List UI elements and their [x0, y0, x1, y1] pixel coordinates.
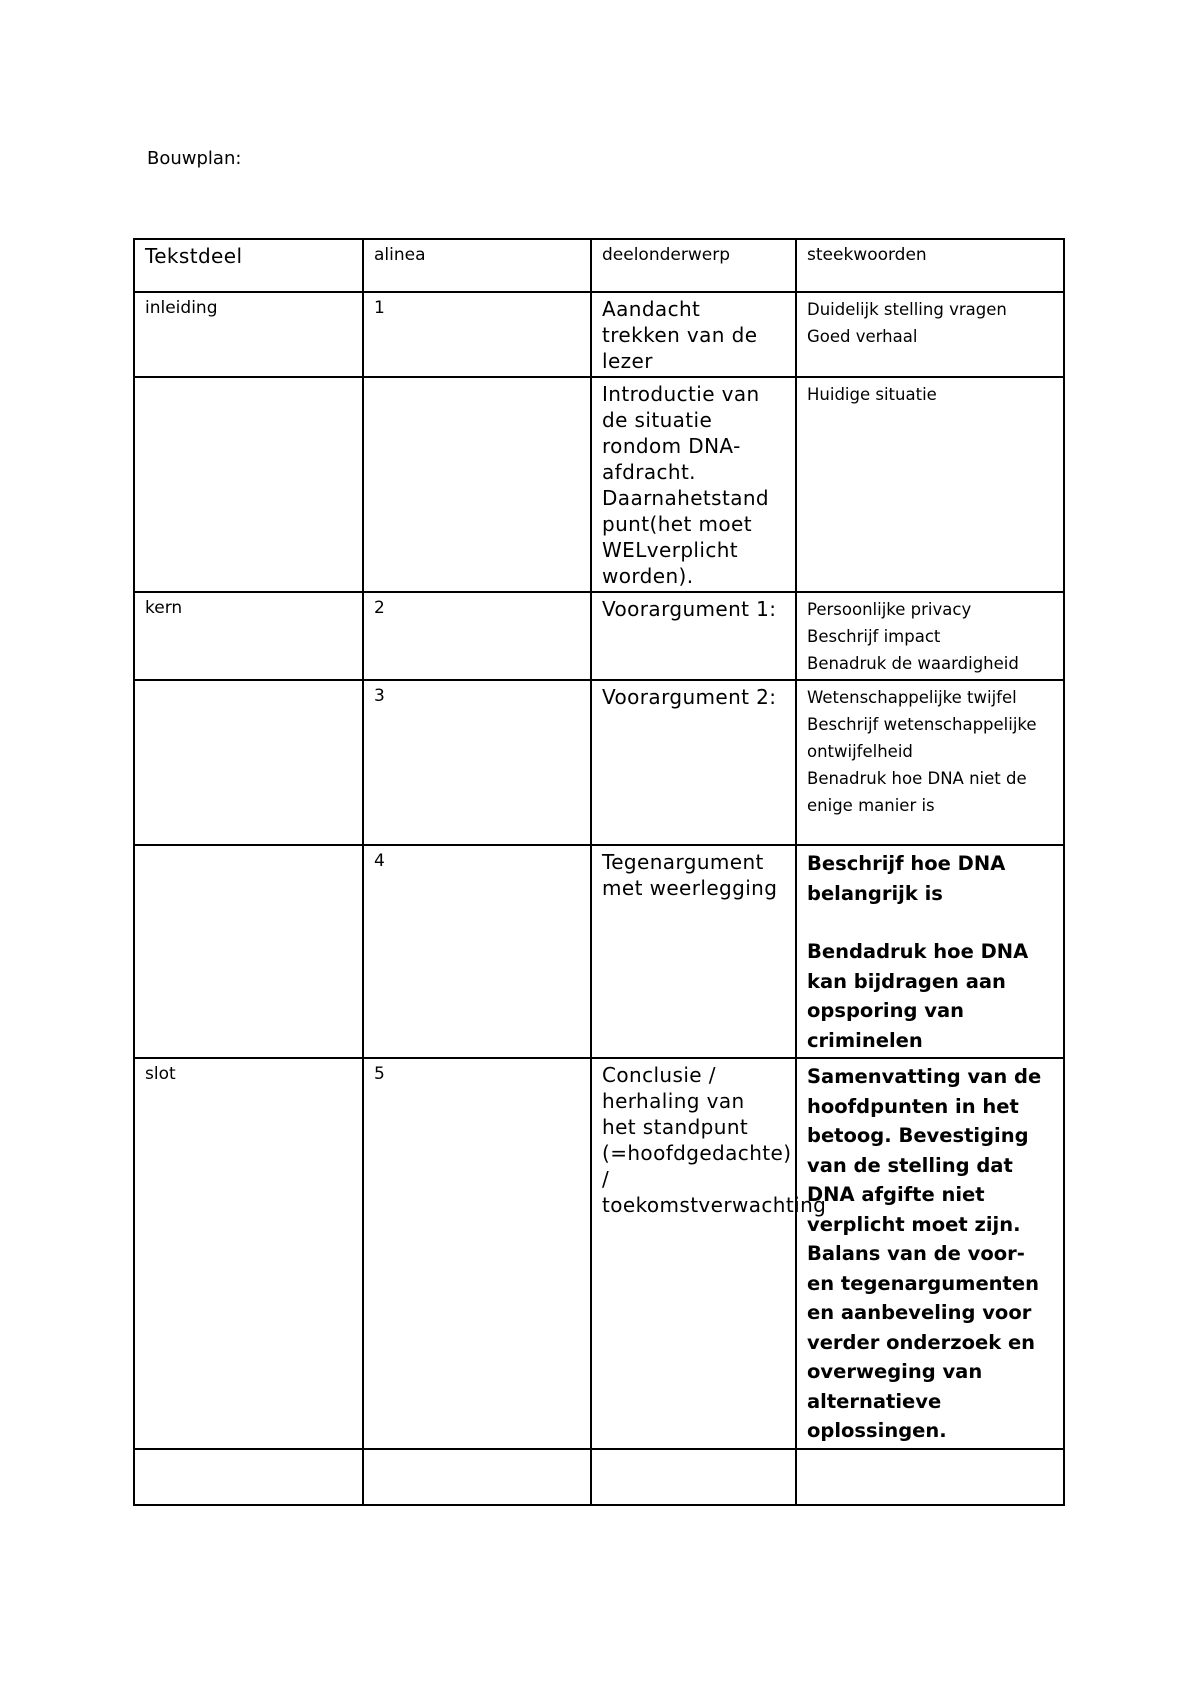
- cell-alinea: [363, 377, 591, 592]
- keyword-line: Benadruk de waardigheid: [807, 654, 1019, 673]
- cell-steekwoorden: [796, 1449, 1064, 1505]
- cell-tekstdeel: [134, 1449, 363, 1505]
- cell-tekstdeel: [134, 845, 363, 1058]
- cell-tekstdeel: slot: [134, 1058, 363, 1449]
- header-steekwoorden: steekwoorden: [796, 239, 1064, 292]
- keyword-line: Huidige situatie: [807, 385, 937, 404]
- keyword-line: Benadruk hoe DNA niet de enige manier is: [807, 769, 1027, 815]
- keyword-line: Goed verhaal: [807, 327, 918, 346]
- cell-steekwoorden: [796, 845, 1064, 1058]
- keyword-spacer: [807, 908, 1053, 937]
- keyword-line: Bendadruk hoe DNA kan bijdragen aan opsporing van criminelen: [807, 940, 1029, 1052]
- cell-deelonderwerp: Introductie van de situatie rondom DNA-afdracht. Daarnahetstand punt(het moet WELverplicht worden).: [591, 377, 796, 592]
- keyword-line: Beschrijf hoe DNA belangrijk is: [807, 852, 1006, 905]
- keyword-line: Wetenschappelijke twijfel: [807, 688, 1017, 707]
- table-row: [134, 680, 1064, 845]
- table-row: [134, 1058, 1064, 1449]
- cell-tekstdeel: [134, 680, 363, 845]
- cell-alinea: [363, 1449, 591, 1505]
- keyword-line: Samenvatting van de hoofdpunten in het betoog. Bevestiging van de stelling dat DNA afgifte niet verplicht moet zijn. Balans van de voor- en tegenargumenten en aanbeveling voor verder onderzoek en overweging van alternatieve oplossingen.: [807, 1065, 1042, 1442]
- cell-steekwoorden: [796, 680, 1064, 845]
- cell-steekwoorden: [796, 592, 1064, 680]
- keyword-line: Beschrijf wetenschappelijke ontwijfelheid: [807, 715, 1037, 761]
- page-title: Bouwplan:: [147, 148, 242, 169]
- cell-tekstdeel: [134, 377, 363, 592]
- header-deelonderwerp: deelonderwerp: [591, 239, 796, 292]
- keyword-line: Beschrijf impact: [807, 627, 941, 646]
- cell-steekwoorden: [796, 1058, 1064, 1449]
- header-alinea: alinea: [363, 239, 591, 292]
- keyword-line: Duidelijk stelling vragen: [807, 300, 1007, 319]
- table-row: [134, 845, 1064, 1058]
- cell-alinea: 5: [363, 1058, 591, 1449]
- table-row: [134, 292, 1064, 377]
- cell-deelonderwerp: Voorargument 1:: [591, 592, 796, 680]
- cell-deelonderwerp: [591, 1449, 796, 1505]
- cell-deelonderwerp: Voorargument 2:: [591, 680, 796, 845]
- keyword-line: Persoonlijke privacy: [807, 600, 972, 619]
- cell-steekwoorden: [796, 292, 1064, 377]
- cell-tekstdeel: inleiding: [134, 292, 363, 377]
- cell-deelonderwerp: Aandacht trekken van de lezer: [591, 292, 796, 377]
- bouwplan-table: [133, 238, 1065, 1506]
- cell-alinea: 1: [363, 292, 591, 377]
- table-row: [134, 377, 1064, 592]
- cell-tekstdeel: kern: [134, 592, 363, 680]
- cell-alinea: 3: [363, 680, 591, 845]
- table-row: [134, 1449, 1064, 1505]
- cell-deelonderwerp: Tegenargument met weerlegging: [591, 845, 796, 1058]
- cell-deelonderwerp: Conclusie / herhaling van het standpunt (=hoofdgedachte) / toekomstverwachting: [591, 1058, 796, 1449]
- cell-steekwoorden: [796, 377, 1064, 592]
- cell-alinea: 2: [363, 592, 591, 680]
- table-row: [134, 592, 1064, 680]
- cell-alinea: 4: [363, 845, 591, 1058]
- table-header-row: [134, 239, 1064, 292]
- header-tekstdeel: Tekstdeel: [134, 239, 363, 292]
